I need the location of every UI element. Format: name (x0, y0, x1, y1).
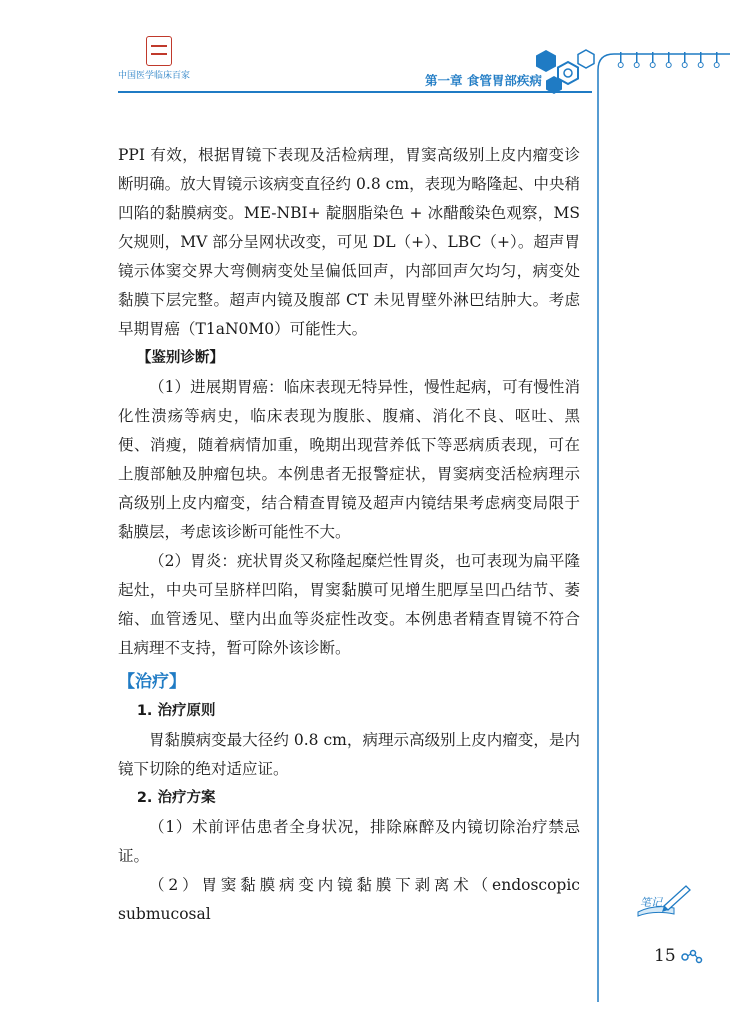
paragraph-plan-item-2: （2）胃窦黏膜病变内镜黏膜下剥离术（endoscopic submucosal (118, 876, 580, 923)
series-title: 中国医学临床百家 (118, 71, 191, 81)
chapter-title: 第一章 食管胃部疾病 (425, 73, 542, 88)
notes-margin-rail (596, 52, 730, 1002)
header-rule (118, 91, 592, 93)
page-number: 15 (654, 946, 676, 966)
pen-notebook-icon (634, 882, 692, 922)
heading-differential-diagnosis: 【鉴别诊断】 (136, 350, 224, 366)
book-series-logo (146, 36, 172, 66)
main-content (118, 141, 580, 929)
heading-treatment: 【治疗】 (118, 672, 186, 692)
note-label: 笔记 (640, 896, 662, 909)
heading-treatment-principle: 1. 治疗原则 (136, 703, 216, 719)
molecule-icon (681, 949, 703, 965)
paragraph-advanced-gastric-cancer: （1）进展期胃癌：临床表现无特异性，慢性起病，可有慢性消化性溃疡等病史，临床表现为腹胀、腹痛、消化不良、呕吐、黑便、消瘦，随着病情加重，晚期出现营养低下等恶病质表现，可在上腹部触及肿瘤包块。本例患者无报警症状，胃窦病变活检病理示高级别上皮内瘤变，结合精查胃镜及超声内镜结果考虑病变局限于黏膜层，考虑该诊断可能性不大。 (118, 378, 580, 541)
paragraph-treatment-principle: 胃黏膜病变最大径约 0.8 cm，病理示高级别上皮内瘤变，是内镜下切除的绝对适应证。 (118, 731, 580, 778)
paragraph-diagnosis: PPI 有效，根据胃镜下表现及活检病理，胃窦高级别上皮内瘤变诊断明确。放大胃镜示该病变直径约 0.8 cm，表现为略隆起、中央稍凹陷的黏膜病变。ME-NBI+ 靛胭脂染色 + 冰醋酸染色观察，MS 欠规则，MV 部分呈网状改变，可见 DL（+）、LBC（+）。超声胃镜示体窦交界大弯侧病变处呈偏低回声，内部回声欠均匀，病变处黏膜下层完整。超声内镜及腹部 CT 未见胃壁外淋巴结肿大。考虑早期胃癌（T1aN0M0）可能性大。 (118, 146, 580, 338)
paragraph-plan-item-1: （1）术前评估患者全身状况，排除麻醉及内镜切除治疗禁忌证。 (118, 818, 580, 865)
heading-treatment-plan: 2. 治疗方案 (136, 790, 216, 806)
page-number-block (654, 946, 703, 966)
paragraph-gastritis: （2）胃炎：疣状胃炎又称隆起糜烂性胃炎，也可表现为扁平隆起灶，中央可呈脐样凹陷，胃窦黏膜可见增生肥厚呈凹凸结节、萎缩、血管透见、壁内出血等炎症性改变。本例患者精查胃镜不符合且病理不支持，暂可除外该诊断。 (118, 552, 580, 657)
